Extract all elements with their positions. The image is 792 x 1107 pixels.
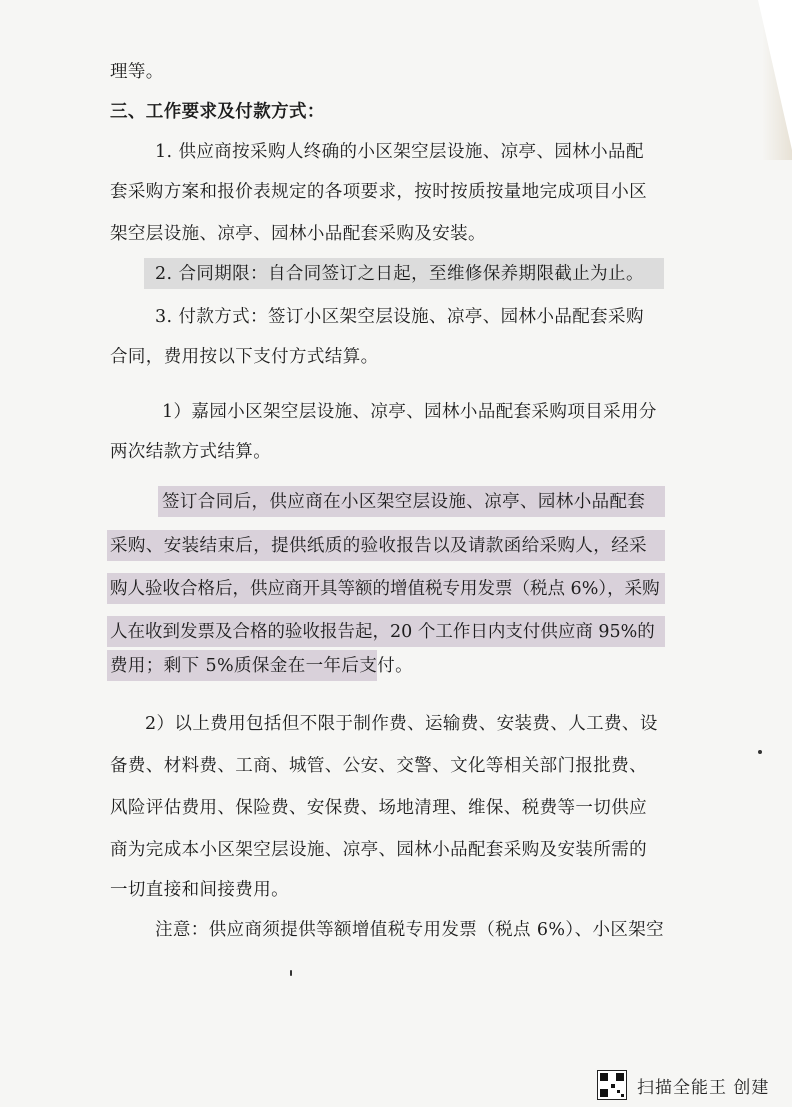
text-line: 购人验收合格后，供应商开具等额的增值税专用发票（税点 6%），采购 — [110, 579, 660, 599]
text-line: 采购、安装结束后，提供纸质的验收报告以及请款函给采购人，经采 — [110, 536, 647, 556]
text-line: 两次结款方式结算。 — [110, 442, 272, 462]
text-line: 2）以上费用包括但不限于制作费、运输费、安装费、人工费、设 — [145, 714, 658, 734]
text-line: 理等。 — [110, 62, 164, 82]
text-line: 3. 付款方式：签订小区架空层设施、凉亭、园林小品配套采购 — [155, 307, 644, 327]
qr-code-icon — [597, 1070, 627, 1100]
scanner-watermark — [597, 1070, 769, 1100]
text-line: 1. 供应商按采购人终确的小区架空层设施、凉亭、园林小品配 — [155, 142, 644, 162]
text-line: 合同，费用按以下支付方式结算。 — [110, 347, 379, 367]
text-line: 一切直接和间接费用。 — [110, 880, 289, 900]
text-line: 人在收到发票及合格的验收报告起，20 个工作日内支付供应商 95%的 — [110, 622, 655, 642]
text-line: 架空层设施、凉亭、园林小品配套采购及安装。 — [110, 224, 486, 244]
text-line: 注意：供应商须提供等额增值税专用发票（税点 6%）、小区架空 — [155, 920, 665, 940]
section-heading: 三、工作要求及付款方式： — [110, 102, 325, 122]
text-line: 签订合同后，供应商在小区架空层设施、凉亭、园林小品配套 — [162, 492, 646, 512]
text-line: 备费、材料费、工商、城管、公安、交警、文化等相关部门报批费、 — [110, 756, 647, 776]
text-line: 套采购方案和报价表规定的各项要求，按时按质按量地完成项目小区 — [110, 182, 647, 202]
scan-speck — [290, 970, 292, 976]
text-line: 2. 合同期限：自合同签订之日起，至维修保养期限截止为止。 — [155, 264, 644, 284]
scan-speck — [758, 750, 762, 754]
text-line: 风险评估费用、保险费、安保费、场地清理、维保、税费等一切供应 — [110, 798, 647, 818]
text-line: 费用；剩下 5%质保金在一年后支付。 — [110, 656, 414, 676]
text-line: 商为完成本小区架空层设施、凉亭、园林小品配套采购及安装所需的 — [110, 840, 647, 860]
page-corner-fold — [758, 0, 792, 150]
watermark-label: 扫描全能王 创建 — [637, 1077, 770, 1098]
text-line: 1）嘉园小区架空层设施、凉亭、园林小品配套采购项目采用分 — [162, 402, 657, 422]
